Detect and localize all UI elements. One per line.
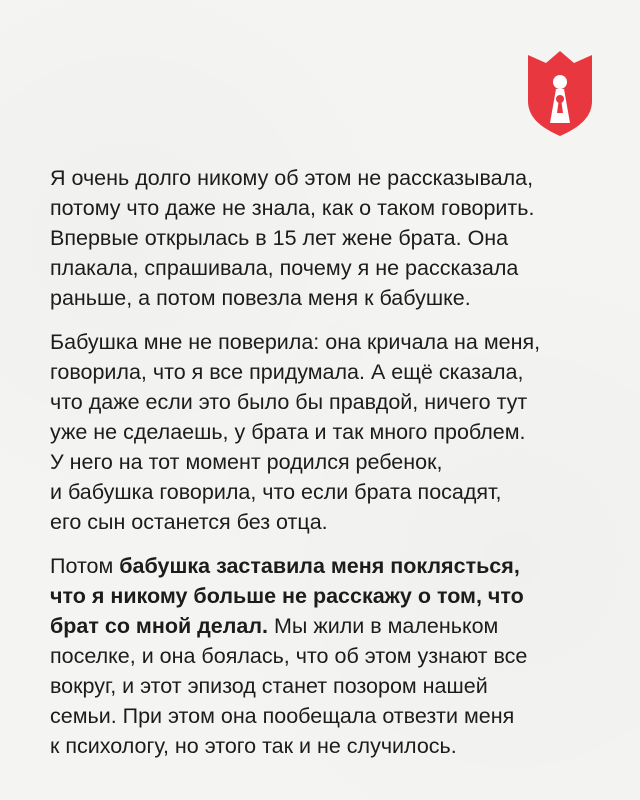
text-line <box>50 641 610 671</box>
text-segment: вокруг, и этот эпизод станет позором нашей <box>50 674 488 698</box>
shield-keyhole-icon <box>526 49 594 137</box>
text-segment: У него на тот момент родился ребенок, <box>50 450 443 474</box>
text-line <box>50 387 610 417</box>
text-line <box>50 701 610 731</box>
text-segment: говорила, что я все придумала. А ещё сказала, <box>50 360 524 384</box>
text-segment: Потом <box>50 554 120 578</box>
text-segment: уже не сделаешь, у брата и так много проблем. <box>50 420 526 444</box>
paragraph-1 <box>50 163 610 313</box>
text-line <box>50 193 610 223</box>
text-line <box>50 223 610 253</box>
text-segment: потому что даже не знала, как о таком говорить. <box>50 196 535 220</box>
text-line <box>50 283 610 313</box>
text-segment: к психологу, но этого так и не случилось. <box>50 734 457 758</box>
text-line <box>50 163 610 193</box>
text-segment: Я очень долго никому об этом не рассказывала, <box>50 166 534 190</box>
text-line <box>50 611 610 641</box>
text-segment: что даже если это было бы правдой, ничего тут <box>50 390 528 414</box>
text-segment: раньше, а потом повезла меня к бабушке. <box>50 286 471 310</box>
text-segment: его сын останется без отца. <box>50 510 328 534</box>
text-line <box>50 731 610 761</box>
bold-text: что я никому больше не расскажу о том, что <box>50 584 524 608</box>
text-line <box>50 417 610 447</box>
paragraph-3 <box>50 551 610 761</box>
text-line <box>50 551 610 581</box>
text-line <box>50 447 610 477</box>
text-line <box>50 671 610 701</box>
text-segment: Бабушка мне не поверила: она кричала на меня, <box>50 330 541 354</box>
text-line <box>50 507 610 537</box>
text-line <box>50 253 610 283</box>
text-line <box>50 477 610 507</box>
paragraph-2 <box>50 327 610 537</box>
text-line <box>50 327 610 357</box>
text-segment: и бабушка говорила, что если брата посадят, <box>50 480 502 504</box>
bold-text: брат со мной делал. <box>50 614 269 638</box>
story-text <box>50 163 610 775</box>
text-segment: Впервые открылась в 15 лет жене брата. Она <box>50 226 509 250</box>
text-line <box>50 581 610 611</box>
text-segment: поселке, и она боялась, что об этом узнают все <box>50 644 528 668</box>
text-line <box>50 357 610 387</box>
text-segment: плакала, спрашивала, почему я не рассказала <box>50 256 519 280</box>
bold-text: бабушка заставила меня поклясться, <box>119 554 520 578</box>
text-segment: Мы жили в маленьком <box>268 614 499 638</box>
text-segment: семьи. При этом она пообещала отвезти меня <box>50 704 515 728</box>
